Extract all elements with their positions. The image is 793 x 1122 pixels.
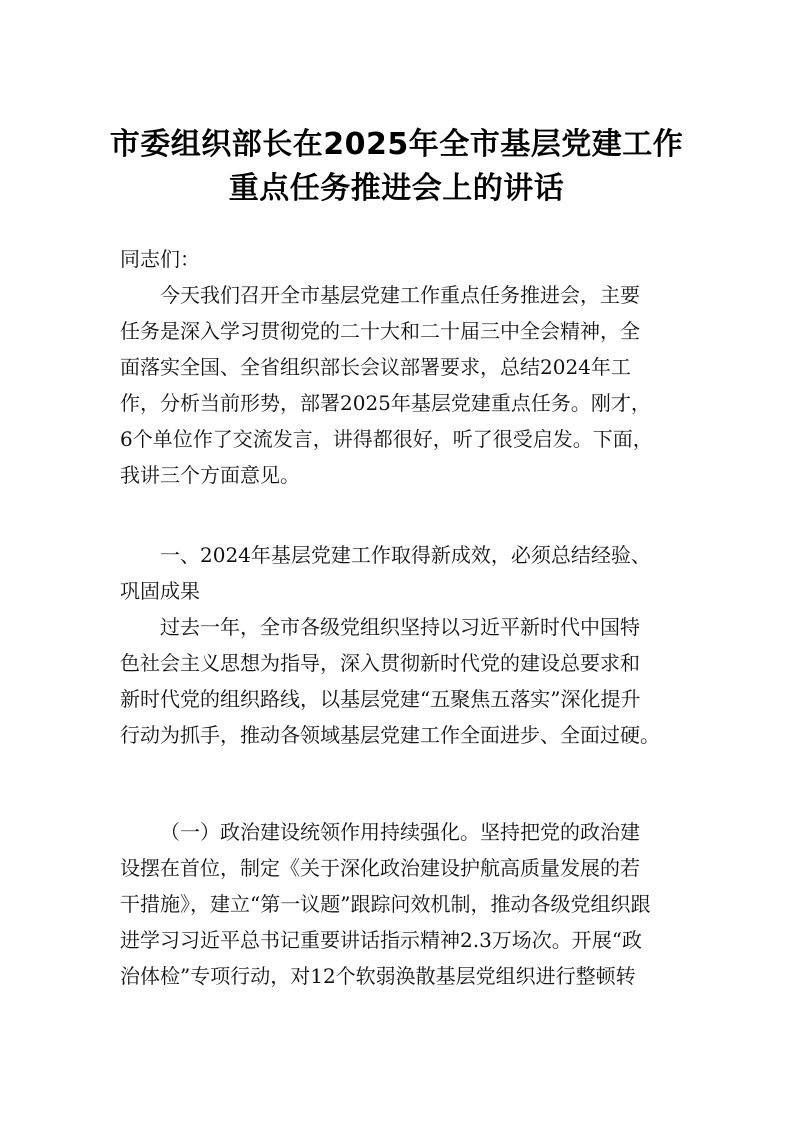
paragraph-line: 设摆在首位，制定《关于深化政治建设护航高质量发展的若 [120, 856, 640, 880]
paragraph-line: 新时代党的组织路线，以基层党建“五聚焦五落实”深化提升 [120, 687, 641, 711]
paragraph-line: 行动为抓手，推动各领域基层党建工作全面进步、全面过硬。 [120, 723, 660, 747]
paragraph-line: 治体检”专项行动，对12个软弱涣散基层党组织进行整顿转 [120, 964, 636, 988]
section-heading-1 [120, 537, 686, 609]
paragraph-line: 我讲三个方面意见。 [120, 463, 300, 487]
paragraph-line: 干措施》，建立“第一议题”跟踪问效机制，推动各级党组织跟 [120, 892, 651, 916]
paragraph-3 [120, 814, 686, 994]
paragraph-line: 色社会主义思想为指导，深入贯彻新时代党的建设总要求和 [120, 651, 640, 675]
paragraph-line: （一）政治建设统领作用持续强化。坚持把党的政治建 [160, 820, 640, 844]
paragraph-line: 任务是深入学习贯彻党的二十大和二十届三中全会精神，全 [120, 319, 640, 343]
paragraph-line: 6个单位作了交流发言，讲得都很好，听了很受启发。下面， [120, 427, 653, 451]
salutation: 同志们： [120, 247, 200, 271]
heading-line: 一、2024年基层党建工作取得新成效，必须总结经验、 [160, 543, 651, 567]
paragraph-2 [120, 609, 686, 753]
document-title-line-2: 重点任务推进会上的讲话 [228, 171, 565, 206]
heading-line: 巩固成果 [120, 579, 200, 603]
document-title-line-1: 市委组织部长在2025年全市基层党建工作 [109, 127, 684, 162]
paragraph-line: 面落实全国、全省组织部长会议部署要求，总结2024年工 [120, 355, 631, 379]
paragraph-line: 作，分析当前形势，部署2025年基层党建重点任务。刚才， [120, 391, 651, 415]
paragraph-line: 过去一年，全市各级党组织坚持以习近平新时代中国特 [160, 615, 640, 639]
paragraph-line: 进学习习近平总书记重要讲话指示精神2.3万场次。开展“政 [120, 928, 643, 952]
paragraph-1 [120, 277, 686, 493]
paragraph-line: 今天我们召开全市基层党建工作重点任务推进会，主要 [160, 283, 640, 307]
